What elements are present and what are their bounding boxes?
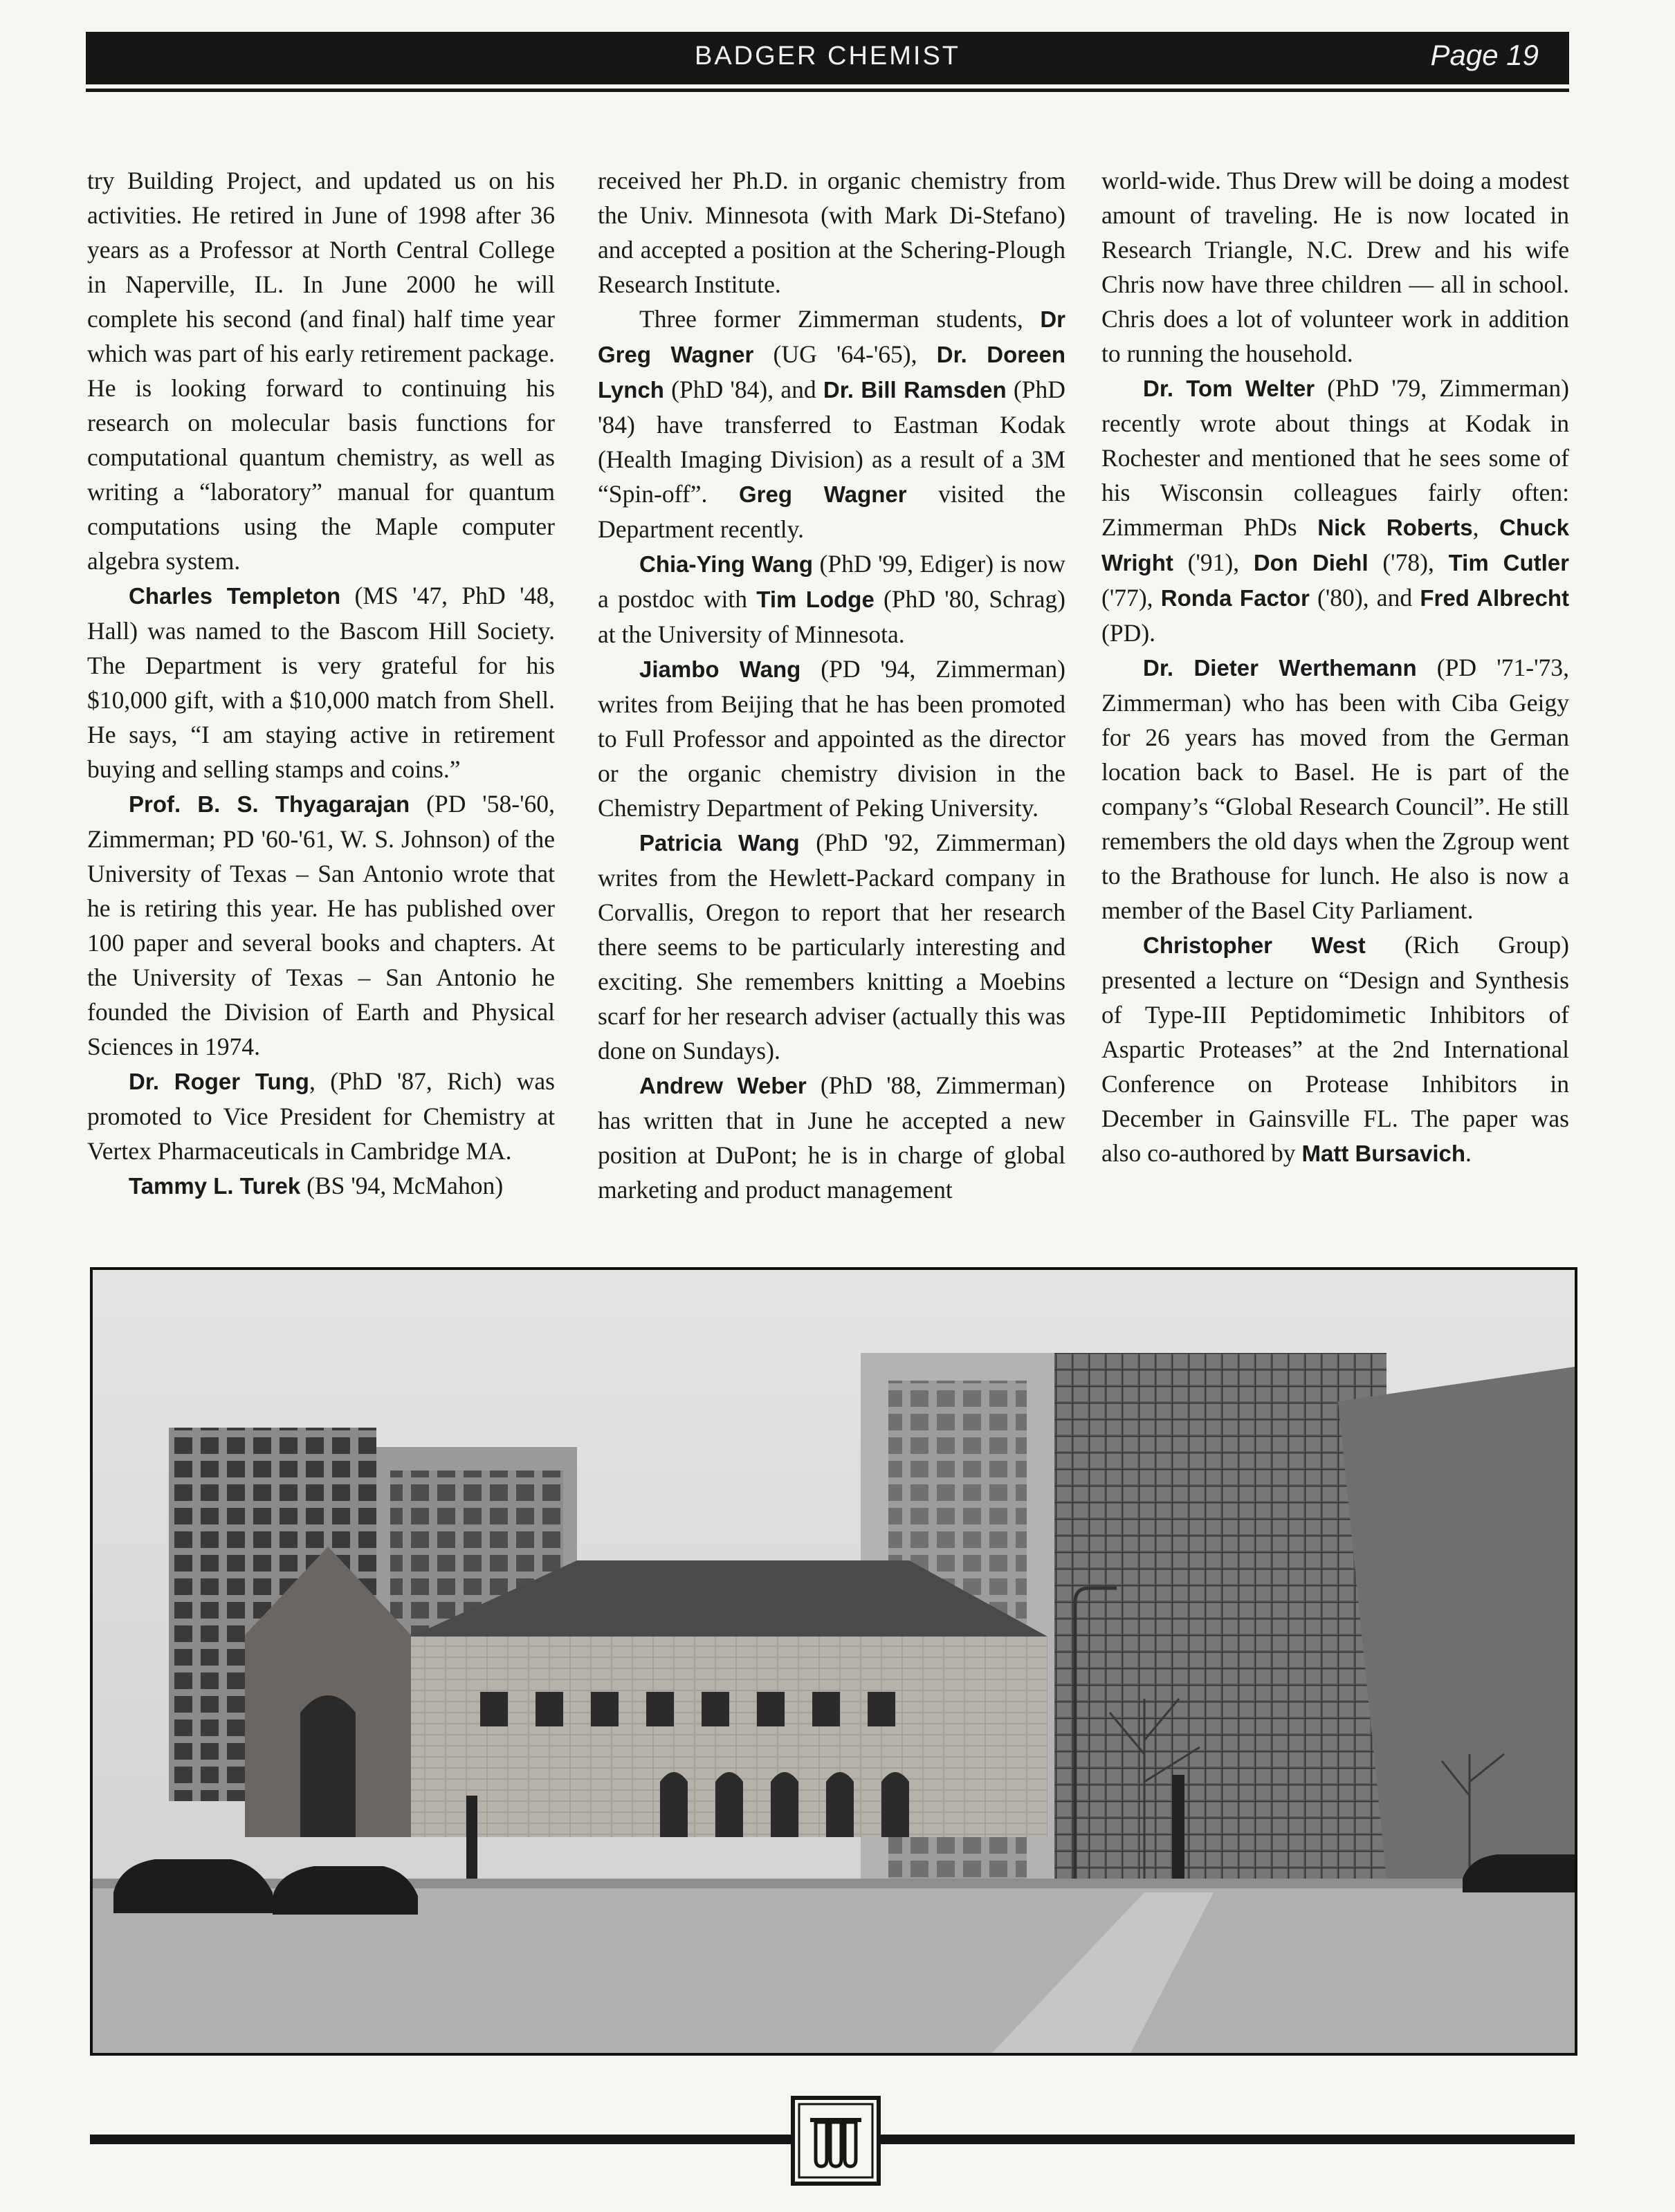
paragraph	[598, 302, 1065, 546]
person-name: Patricia Wang	[639, 830, 800, 856]
paragraph-text: Three former Zimmerman students,	[639, 305, 1041, 333]
paragraph-text: (PhD '84) have transferred to Eastman Kodak (Health Imaging Division) as a result of a 3M “Spin-off”.	[598, 376, 1065, 508]
paragraph-text: ('91),	[1173, 549, 1254, 576]
header-rule	[86, 89, 1569, 92]
paragraph-text: ('78),	[1368, 549, 1449, 576]
paragraph	[598, 1068, 1065, 1207]
header-bar	[86, 32, 1569, 84]
footer-rule-left	[90, 2135, 791, 2144]
person-name: Tim Cutler	[1448, 550, 1569, 575]
paragraph-text: (PhD '80, Schrag) at the University of Minnesota.	[598, 585, 1065, 648]
paragraph-text: ,	[1472, 513, 1500, 541]
person-name: Charles Templeton	[129, 583, 341, 609]
person-name: Andrew Weber	[639, 1073, 807, 1098]
paragraph-text: (PD '94, Zimmerman) writes from Beijing that he has been promoted to Full Professor and appointed as the director or the organic chemistry division in the Chemistry Department of Peking University.	[598, 655, 1065, 822]
paragraph-text: , (PhD '87, Rich) was promoted to Vice President for Chemistry at Vertex Pharmaceuticals in Cambridge MA.	[87, 1067, 555, 1165]
person-name: Dr. Doreen Lynch	[598, 342, 1065, 403]
paragraph	[1101, 928, 1569, 1171]
person-name: Fred Albrecht	[1420, 585, 1569, 611]
paragraph-text: (PD '58-'60, Zimmerman; PD '60-'61, W. S. Johnson) of the University of Texas – San Antonio wrote that he is retiring this year. He has published over 100 paper and several books and chapters. At the University of Texas – San Antonio he founded the Division of Earth and Physical Sciences in 1974.	[87, 790, 555, 1060]
paragraph-text: (Rich Group) presented a lecture on “Design and Synthesis of Type-III Peptidomimetic Inhibitors of Aspartic Proteases” at the 2nd International Conference on Protease Inhibitors in December in Gainsville FL. The paper was also co-authored by	[1101, 931, 1569, 1167]
paragraph-text: (PhD '92, Zimmerman) writes from the Hewlett-Packard company in Corvallis, Oregon to report that her research there seems to be particularly interesting and exciting. She remembers knitting a Moebins scarf for her research adviser (actually this was done on Sundays).	[598, 829, 1066, 1064]
traffic-light	[1172, 1775, 1184, 1879]
paragraph-text: (PhD '84), and	[663, 376, 823, 403]
person-name: Chia-Ying Wang	[639, 551, 814, 577]
paragraph	[87, 578, 555, 786]
person-name: Dr. Bill Ramsden	[823, 377, 1007, 403]
newsletter-title: BADGER CHEMIST	[694, 42, 961, 71]
glass-building	[1054, 1353, 1386, 1892]
test-tubes-icon	[795, 2100, 877, 2182]
column-2	[598, 163, 1065, 1207]
paragraph: world-wide. Thus Drew will be doing a modest amount of traveling. He is now located in Research Triangle, N.C. Drew and his wife Chris now have three children — all in school. Chris does a lot of volunteer work in addition to running the household.	[1101, 167, 1569, 367]
paragraph-text: visited the Department recently.	[598, 480, 1066, 543]
person-name: Dr. Tom Welter	[1143, 376, 1315, 401]
paragraph-text: (PhD '79, Zimmerman) recently wrote about things at Kodak in Rochester and mentioned that he sees some of his Wisconsin colleagues fairly often: Zimmerman PhDs	[1101, 374, 1569, 541]
column-3	[1101, 163, 1569, 1171]
person-name: Dr Greg Wagner	[598, 306, 1065, 367]
paragraph-text: (PhD '99, Ediger) is now a postdoc with	[598, 550, 1065, 613]
column-1	[87, 163, 555, 1204]
person-name: Christopher West	[1143, 932, 1366, 958]
paragraph	[87, 1168, 555, 1204]
paragraph: received her Ph.D. in organic chemistry from the Univ. Minnesota (with Mark Di-Stefano) and accepted a position at the Schering-Plough Research Institute.	[598, 167, 1065, 298]
paragraph-text: (MS '47, PhD '48, Hall) was named to the Bascom Hill Society. The Department is very grateful for his $10,000 gift, with a $10,000 match from Shell. He says, “I am staying active in retirement buying and selling stamps and coins.”	[87, 582, 555, 783]
person-name: Ronda Factor	[1160, 585, 1310, 611]
paragraph-text: (PD).	[1101, 619, 1156, 647]
paragraph-text: (BS '94, McMahon)	[300, 1172, 504, 1199]
person-name: Chuck Wright	[1101, 515, 1570, 575]
paragraph	[87, 1064, 555, 1168]
person-name: Dr. Dieter Werthemann	[1143, 655, 1417, 681]
person-name: Matt Bursavich	[1301, 1141, 1466, 1166]
person-name: Nick Roberts	[1317, 515, 1473, 540]
paragraph	[598, 652, 1065, 825]
paragraph	[1101, 371, 1569, 650]
person-name: Tim Lodge	[756, 587, 875, 612]
paragraph-text: (PD '71-'73, Zimmerman) who has been with Ciba Geigy for 26 years has moved from the German location back to Basel. He is part of the company’s “Global Research Council”. He still remembers the old days when the Zgroup went to the Brathouse for lunch. He also is now a member of the Basel City Parliament.	[1101, 654, 1569, 924]
test-tubes-logo	[791, 2096, 881, 2186]
paragraph-text: ('80), and	[1309, 584, 1420, 611]
paragraph-text: .	[1465, 1139, 1472, 1167]
paragraph	[598, 546, 1065, 652]
person-name: Greg Wagner	[738, 481, 907, 507]
paragraph-text: (UG '64-'65),	[753, 340, 937, 368]
person-name: Jiambo Wang	[639, 656, 801, 682]
person-name: Don Diehl	[1253, 550, 1369, 575]
traffic-light	[466, 1796, 477, 1879]
paragraph: try Building Project, and updated us on his activities. He retired in June of 1998 after 36 years as a Professor at North Central College in Naperville, IL. In June 2000 he will complete his second (and final) half time year which was part of his early retirement package. He is looking forward to continuing his research on molecular basis functions for computational quantum chemistry, as well as writing a “laboratory” manual for quantum computations using the Maple computer algebra system.	[87, 167, 555, 575]
paragraph-text: ('77),	[1101, 584, 1161, 611]
person-name: Dr. Roger Tung	[129, 1069, 309, 1094]
paragraph	[87, 786, 555, 1064]
paragraph	[598, 825, 1065, 1068]
campus-photo-illustration	[93, 1270, 1575, 2053]
person-name: Prof. B. S. Thyagarajan	[129, 791, 410, 817]
paragraph-text: (PhD '88, Zimmerman) has written that in June he accepted a new position at DuPont; he is in charge of global marketing and product management	[598, 1071, 1066, 1204]
person-name: Tammy L. Turek	[129, 1173, 301, 1199]
page-number: Page 19	[1430, 39, 1539, 71]
campus-photo	[90, 1267, 1577, 2056]
paragraph	[1101, 650, 1569, 928]
footer-rule-right	[881, 2135, 1575, 2144]
